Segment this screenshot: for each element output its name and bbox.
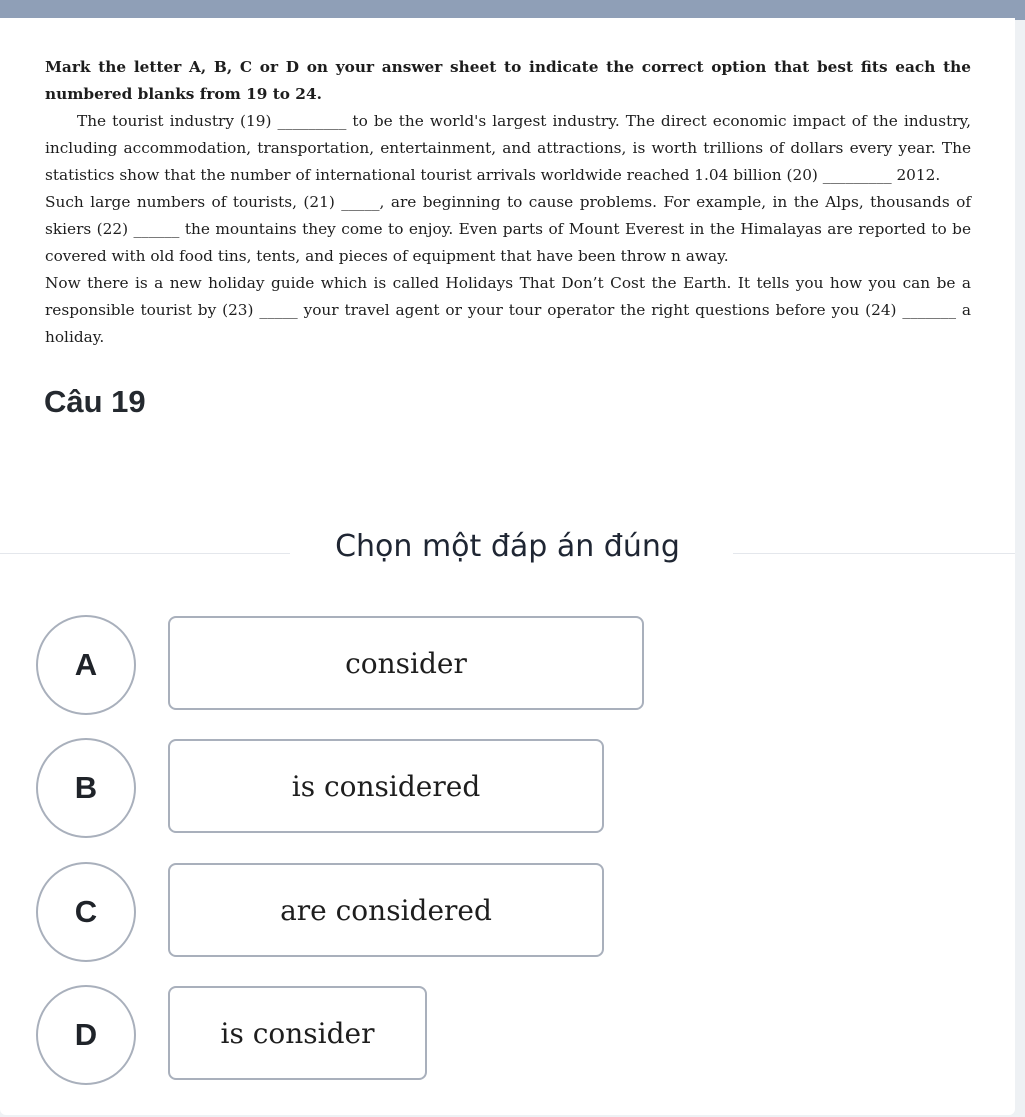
option-letter[interactable]: D (36, 985, 136, 1085)
option-letter[interactable]: C (36, 862, 136, 962)
option-letter[interactable]: B (36, 738, 136, 838)
option-letter[interactable]: A (36, 615, 136, 715)
question-card (0, 18, 1015, 1115)
passage-paragraph-1: The tourist industry (19) _________ to be the world's largest industry. The direct economic impact of the industry, including accommodation, transportation, entertainment, and attractions, is worth trillions of dollars every year. The statistics show that the number of international tourist arrivals worldwide reached 1.04 billion (20) _________ 2012. (45, 112, 971, 184)
passage-paragraph-2: Such large numbers of tourists, (21) _____, are beginning to cause problems. For example, in the Alps, thousands of skiers (22) ______ the mountains they come to enjoy. Even parts of Mount Everest in the Himalayas are reported to be covered with old food tins, tents, and pieces of equipment that have been throw n away. (45, 193, 971, 265)
divider-right (733, 553, 1015, 554)
option-c[interactable] (0, 862, 700, 960)
top-bar (0, 0, 1025, 20)
option-answer-box[interactable]: is considered (168, 739, 604, 833)
option-d[interactable] (0, 985, 700, 1083)
instruction-text: Mark the letter A, B, C or D on your answer sheet to indicate the correct option that best fits each the numbered blanks from 19 to 24. (45, 58, 971, 103)
option-b[interactable] (0, 738, 700, 836)
passage-paragraph-3: Now there is a new holiday guide which is called Holidays That Don’t Cost the Earth. It tells you how you can be a responsible tourist by (23) _____ your travel agent or your tour operator the right questions before you (24) _______ a holiday. (45, 274, 971, 346)
option-answer-box[interactable]: are considered (168, 863, 604, 957)
option-answer-box[interactable]: is consider (168, 986, 427, 1080)
reading-passage (45, 54, 971, 351)
choose-answer-heading: Chọn một đáp án đúng (335, 529, 680, 564)
option-answer-box[interactable]: consider (168, 616, 644, 710)
option-a[interactable] (0, 615, 700, 713)
question-title: Câu 19 (44, 384, 146, 419)
